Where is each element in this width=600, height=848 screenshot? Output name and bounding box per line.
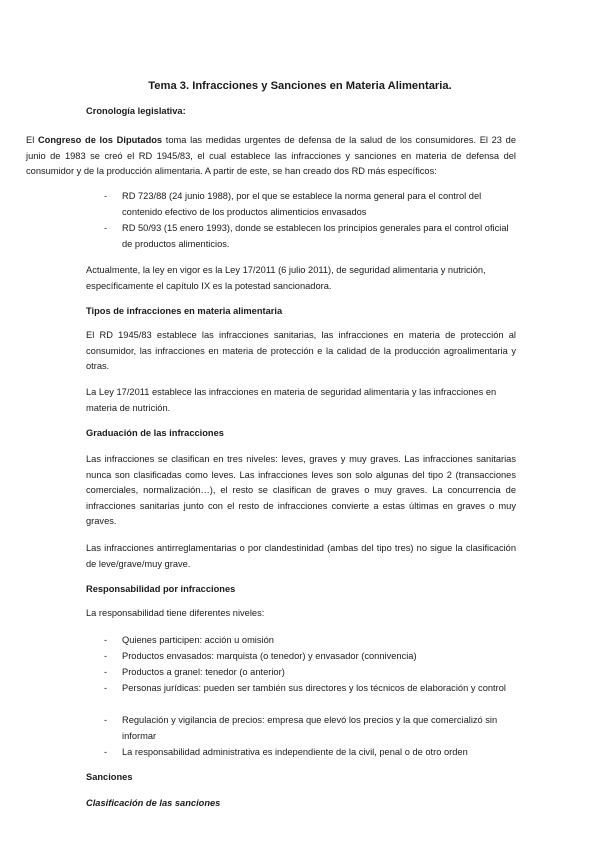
list-dash: - xyxy=(104,191,108,201)
paragraph-graduacion-1: Las infracciones se clasifican en tres niveles: leves, graves y muy graves. Las infracciones sanitarias nunca son clasificadas como leves. Las infracciones leves son solo algunas del tipo 2 (transacciones comerciales, normalización…), el resto se clasifican de graves o muy graves. La concurrencia de infracciones sanitarias junto con el resto de infracciones convierte a estas últimas en graves o muy graves. xyxy=(86,454,516,527)
list-item xyxy=(104,665,516,681)
section-heading-sanciones: Sanciones xyxy=(86,772,133,782)
list-item-text: Personas jurídicas: pueden ser también sus directores y los técnicos de elaboración y control xyxy=(122,683,506,693)
list-item xyxy=(104,713,516,744)
paragraph-cronologia-intro xyxy=(26,133,516,180)
paragraph-responsabilidad-intro: La responsabilidad tiene diferentes niveles: xyxy=(86,608,265,618)
subheading-clasificacion: Clasificación de las sanciones xyxy=(86,798,221,808)
list-item-text: Regulación y vigilancia de precios: empresa que elevó los precios y la que comercializó sin informar xyxy=(122,715,498,741)
section-heading-responsabilidad: Responsabilidad por infracciones xyxy=(86,584,236,594)
section-heading-cronologia: Cronología legislativa: xyxy=(86,106,186,116)
list-item xyxy=(104,633,516,649)
paragraph-actualmente: Actualmente, la ley en vigor es la Ley 17/2011 (6 julio 2011), de seguridad alimentaria y nutrición, específicamente el capítulo IX es la potestad sancionadora. xyxy=(86,265,486,291)
list-item xyxy=(104,189,516,220)
document-title: Tema 3. Infracciones y Sanciones en Materia Alimentaria. xyxy=(148,80,452,92)
list-item xyxy=(104,221,516,252)
intro-bold: Congreso de los Diputados xyxy=(37,135,163,145)
list-item-text: La responsabilidad administrativa es independiente de la civil, penal o de otro orden xyxy=(122,747,468,757)
list-item-text: Productos a granel: tenedor (o anterior) xyxy=(122,667,285,677)
intro-post: toma las medidas urgentes de defensa de la salud de los consumidores. El 23 de junio de 1983 se creó el RD 1945/83, el cual establece las infracciones y sanciones en materia de defensa del consumidor y de la producción alimentaria. A partir de este, se han creado dos RD más específicos: xyxy=(26,135,516,177)
intro-pre: El xyxy=(26,135,38,145)
list-dash: - xyxy=(104,223,108,233)
list-item-text: Quienes participen: acción u omisión xyxy=(122,635,274,645)
list-item xyxy=(104,745,516,761)
list-dash: - xyxy=(104,683,108,693)
list-dash: - xyxy=(104,635,108,645)
list-item-text: Productos envasados: marquista (o tenedor) y envasador (connivencia) xyxy=(122,651,417,661)
list-dash: - xyxy=(104,667,108,677)
paragraph-tipos-2: La Ley 17/2011 establece las infracciones en materia de seguridad alimentaria y las infracciones en materia de nutrición. xyxy=(86,387,497,413)
list-item-text: RD 50/93 (15 enero 1993), donde se establecen los principios generales para el control oficial de productos alimenticios. xyxy=(122,223,509,249)
list-dash: - xyxy=(104,651,108,661)
paragraph-graduacion-2: Las infracciones antirreglamentarias o por clandestinidad (ambas del tipo tres) no sigue la clasificación de leve/grave/muy grave. xyxy=(86,543,516,569)
list-item xyxy=(104,681,516,697)
list-dash: - xyxy=(104,747,108,757)
section-heading-tipos: Tipos de infracciones en materia alimentaria xyxy=(86,306,283,316)
paragraph-tipos-1: El RD 1945/83 establece las infracciones sanitarias, las infracciones en materia de protección al consumidor, las infracciones en materia de protección e la calidad de la producción agroalimentaria y otras. xyxy=(86,330,516,372)
list-item xyxy=(104,649,516,665)
list-dash: - xyxy=(104,715,108,725)
list-item-text: RD 723/88 (24 junio 1988), por el que se establece la norma general para el control del contenido efectivo de los productos alimenticios envasados xyxy=(122,191,482,217)
section-heading-graduacion: Graduación de las infracciones xyxy=(86,428,224,438)
